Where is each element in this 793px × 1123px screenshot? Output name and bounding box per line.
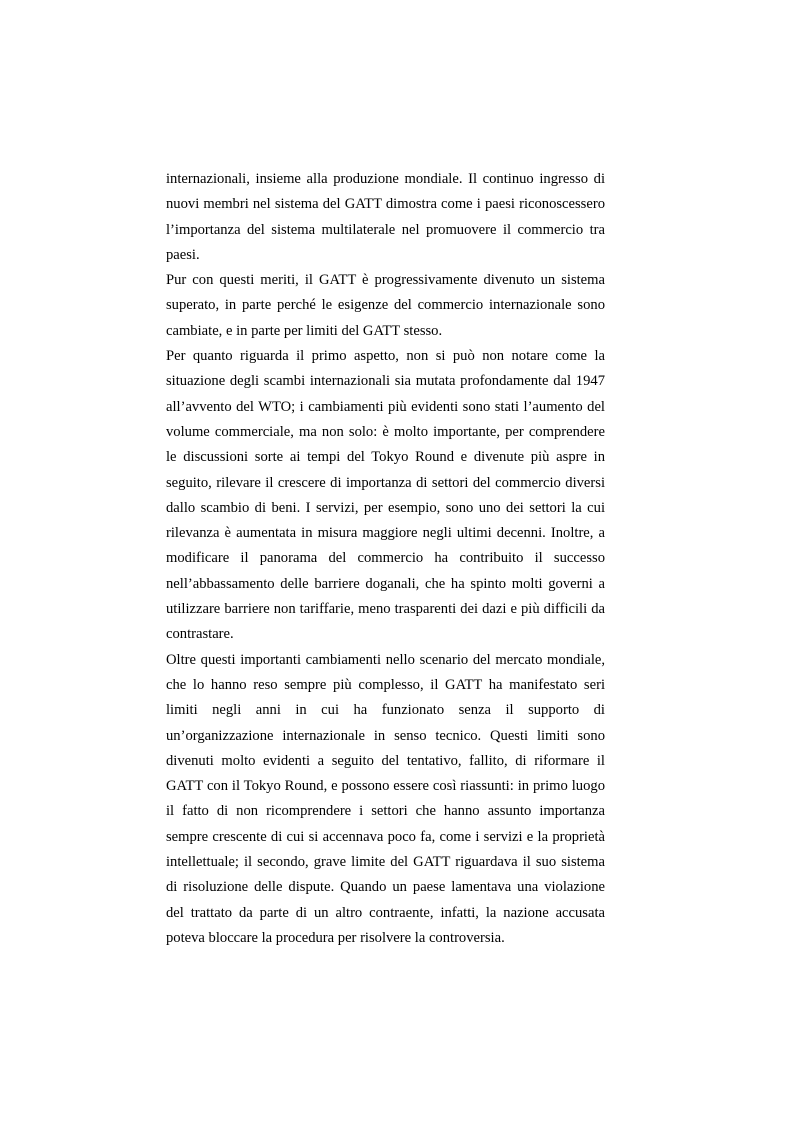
- paragraph: Pur con questi meriti, il GATT è progressivamente divenuto un sistema superato, in parte perché le esigenze del commercio internazionale sono cambiate, e in parte per limiti del GATT stesso.: [166, 272, 605, 339]
- body-text: [166, 167, 605, 951]
- paragraph: Per quanto riguarda il primo aspetto, non si può non notare come la situazione degli scambi internazionali sia mutata profondamente dal 1947 all’avvento del WTO; i cambiamenti più evidenti sono stati l’aumento del volume commerciale, ma non solo: è molto importante, per comprendere le discussioni sorte ai tempi del Tokyo Round e divenute più aspre in seguito, rilevare il crescere di importanza di settori del commercio diversi dallo scambio di beni. I servizi, per esempio, sono uno dei settori la cui rilevanza è aumentata in misura maggiore negli ultimi decenni. Inoltre, a modificare il panorama del commercio ha contribuito il successo nell’abbassamento delle barriere doganali, che ha spinto molti governi a utilizzare barriere non tariffarie, meno trasparenti dei dazi e più difficili da contrastare.: [166, 348, 605, 643]
- paragraph: Oltre questi importanti cambiamenti nello scenario del mercato mondiale, che lo hanno reso sempre più complesso, il GATT ha manifestato seri limiti negli anni in cui ha funzionato senza il supporto di un’organizzazione internazionale in senso tecnico. Questi limiti sono divenuti molto evidenti a seguito del tentativo, fallito, di riformare il GATT con il Tokyo Round, e possono essere così riassunti: in primo luogo il fatto di non ricomprendere i settori che hanno assunto importanza sempre crescente di cui si accennava poco fa, come i servizi e la proprietà intellettuale; il secondo, grave limite del GATT riguardava il suo sistema di risoluzione delle dispute. Quando un paese lamentava una violazione del trattato da parte di un altro contraente, infatti, la nazione accusata poteva bloccare la procedura per risolvere la controversia.: [166, 651, 605, 946]
- paragraph: internazionali, insieme alla produzione mondiale. Il continuo ingresso di nuovi membri nel sistema del GATT dimostra come i paesi riconoscessero l’importanza del sistema multilaterale nel promuovere il commercio tra paesi.: [166, 171, 605, 263]
